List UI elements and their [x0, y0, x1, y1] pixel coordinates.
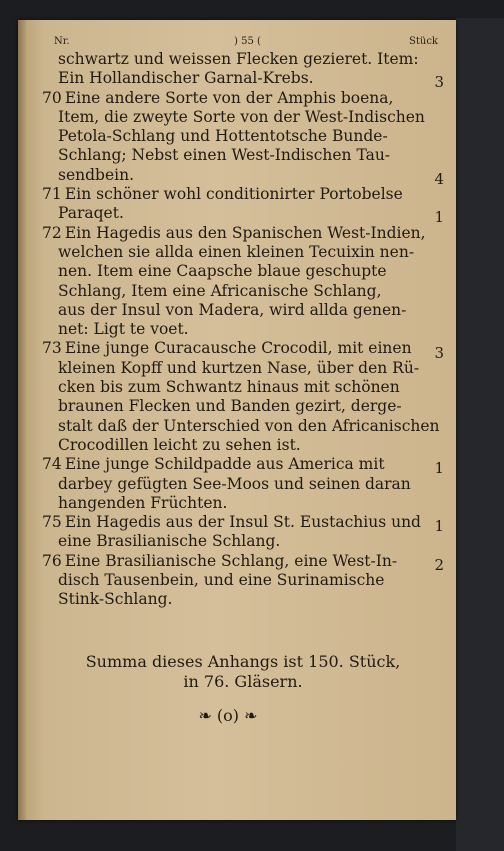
entry-line: Ein Hollandischer Garnal-Krebs.	[58, 69, 314, 88]
page-binding-edge	[18, 20, 26, 820]
entry	[42, 455, 412, 513]
entry-count: 3	[434, 73, 444, 92]
entry-first-line: 76 Eine Brasilianische Schlang, eine West-In-	[42, 551, 398, 570]
entry-line: Schlang; Nebst einen West-Indischen Tau-	[58, 146, 391, 165]
entries-text	[42, 50, 440, 610]
page-header	[54, 36, 438, 50]
closing-ornament: ❧ (o) ❧	[198, 706, 258, 725]
entry-line: eine Brasilianische Schlang.	[58, 532, 281, 551]
entry-line: welchen sie allda einen kleinen Tecuixin nen-	[58, 242, 415, 261]
entry-count: 3	[434, 343, 444, 362]
entry-count: 1	[434, 517, 444, 536]
header-count-label: Stück	[409, 36, 438, 47]
entry-line: net: Ligt te voet.	[58, 320, 189, 339]
page-number: ) 55 (	[234, 36, 261, 47]
entry-line: darbey gefügten See-Moos und seinen daran	[58, 474, 411, 493]
entry-count: 1	[434, 459, 444, 478]
entry-count: 2	[434, 555, 444, 574]
entry-number: 72	[42, 223, 62, 242]
entry	[42, 185, 412, 224]
entry-first-line: 70 Eine andere Sorte von der Amphis boena,	[42, 88, 394, 107]
entry-number: 71	[42, 185, 62, 204]
entry-line: hangenden Früchten.	[58, 493, 228, 512]
entry-line: Petola-Schlang und Hottentotsche Bunde-	[58, 127, 388, 146]
entry-number: 76	[42, 551, 62, 570]
entry-line: stalt daß der Unterschied von den Africanischen	[58, 416, 440, 435]
entry-line: cken bis zum Schwantz hinaus mit schönen	[58, 378, 400, 397]
entry-line: Item, die zweyte Sorte von der West-Indischen	[58, 107, 425, 126]
entry-line: schwartz und weissen Flecken gezieret. Item:	[58, 50, 419, 68]
entry-line: nen. Item eine Caapsche blaue geschupte	[58, 262, 387, 281]
entry-number: 70	[42, 88, 62, 107]
entry-first-line: 73 Eine junge Curacausche Crocodil, mit einen	[42, 339, 412, 358]
entry-number: 75	[42, 513, 62, 532]
entry-count: 4	[434, 169, 444, 188]
entry	[42, 88, 425, 185]
entry-count: 1	[434, 208, 444, 227]
entry-line: disch Tausenbein, und eine Surinamische	[58, 571, 385, 590]
entry-number: 73	[42, 339, 62, 358]
entry	[42, 552, 412, 610]
background-strip	[456, 18, 504, 851]
summary-line: in 76. Gläsern.	[183, 672, 303, 691]
entry-line: sendbein.	[58, 165, 134, 184]
entry	[42, 513, 421, 552]
entry-line: kleinen Kopff und kurtzen Nase, über den Rü-	[58, 358, 420, 377]
entry-line: braunen Flecken und Banden gezirt, derge-	[58, 397, 402, 416]
entry	[42, 50, 419, 89]
entry-line: aus der Insul von Madera, wird allda genen-	[58, 300, 407, 319]
entry	[42, 223, 426, 340]
summary	[78, 652, 408, 692]
header-number-label: Nr.	[54, 36, 70, 47]
entry-first-line: 72 Ein Hagedis aus den Spanischen West-Indien,	[42, 223, 426, 242]
entry-first-line: 71 Ein schöner wohl conditionirter Portobelse	[42, 185, 403, 204]
entry-line: Crocodillen leicht zu sehen ist.	[58, 435, 301, 454]
entry	[42, 339, 440, 455]
document-page	[18, 20, 456, 820]
summary-line: Summa dieses Anhangs ist 150. Stück,	[85, 652, 401, 671]
entry-line: Paraqet.	[58, 204, 124, 223]
entry-first-line: 74 Eine junge Schildpadde aus America mit	[42, 455, 385, 474]
entry-line: Stink-Schlang.	[58, 590, 173, 609]
entry-line: Schlang, Item eine Africanische Schlang,	[58, 281, 382, 300]
entry-number: 74	[42, 455, 62, 474]
entry-first-line: 75 Ein Hagedis aus der Insul St. Eustachius und	[42, 513, 421, 532]
